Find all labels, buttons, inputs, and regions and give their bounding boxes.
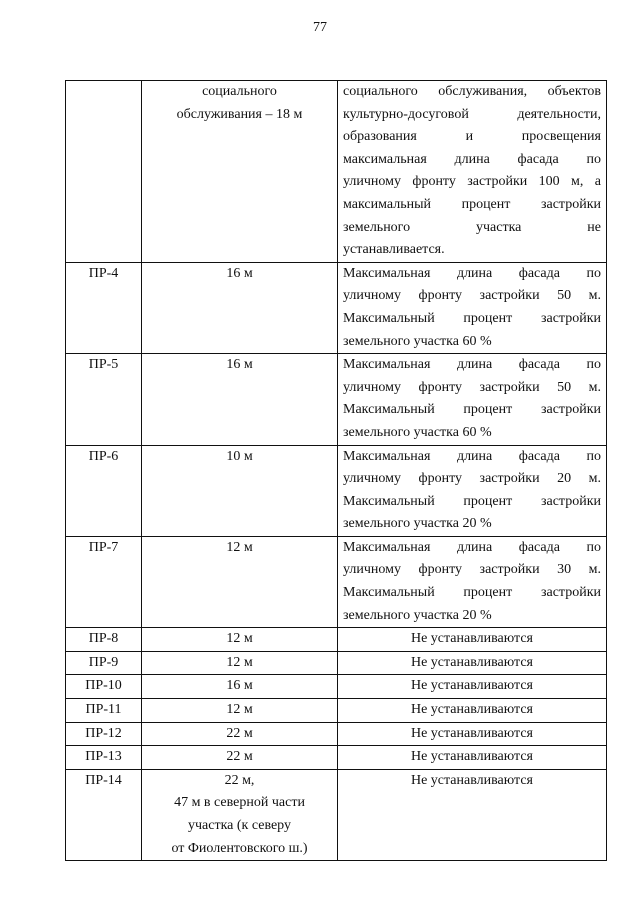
notes-line: Не устанавливаются bbox=[410, 678, 533, 694]
notes-line: социального обслуживания, объектов bbox=[343, 84, 601, 99]
table-row bbox=[66, 262, 607, 353]
notes-line: Не устанавливаются bbox=[410, 702, 533, 718]
notes-line: Не устанавливаются bbox=[410, 725, 533, 741]
table-row bbox=[66, 746, 607, 770]
table-row bbox=[66, 699, 607, 723]
notes-cell bbox=[338, 699, 607, 723]
max-height-cell bbox=[142, 746, 338, 770]
notes-line: уличному фронту застройки 30 м. bbox=[343, 562, 601, 578]
table-row bbox=[66, 536, 607, 627]
notes-cell bbox=[338, 81, 607, 263]
table-row bbox=[66, 651, 607, 675]
max-height-line: 22 м bbox=[226, 749, 253, 765]
table-row bbox=[66, 675, 607, 699]
max-height-line: 12 м bbox=[226, 539, 253, 555]
notes-line: устанавливается. bbox=[343, 242, 445, 258]
max-height-line: 12 м bbox=[226, 654, 253, 670]
notes-cell bbox=[338, 354, 607, 445]
max-height-cell bbox=[142, 445, 338, 536]
notes-cell bbox=[338, 675, 607, 699]
notes-line: уличному фронту застройки 20 м. bbox=[343, 471, 601, 487]
max-height-cell bbox=[142, 262, 338, 353]
max-height-line: участка (к северу bbox=[187, 818, 291, 833]
table-row bbox=[66, 354, 607, 445]
table-row bbox=[66, 81, 607, 263]
zone-code-cell bbox=[66, 81, 142, 263]
notes-line: Максимальный процент застройки bbox=[343, 493, 601, 509]
notes-line: земельного участка 60 % bbox=[343, 424, 492, 440]
max-height-line: социального bbox=[202, 84, 277, 99]
max-height-line: 12 м bbox=[226, 702, 253, 718]
notes-line: максимальный процент застройки bbox=[343, 196, 601, 212]
notes-line: уличному фронту застройки 50 м. bbox=[343, 379, 601, 395]
notes-line: Максимальный процент застройки bbox=[343, 310, 601, 326]
notes-line: Не устанавливаются bbox=[410, 631, 533, 647]
table-row bbox=[66, 769, 607, 860]
zone-code-cell: ПР-12 bbox=[66, 722, 142, 746]
max-height-cell bbox=[142, 651, 338, 675]
zone-code-cell: ПР-4 bbox=[66, 262, 142, 353]
table-row bbox=[66, 628, 607, 652]
notes-line: земельного участка 60 % bbox=[343, 333, 492, 349]
notes-cell bbox=[338, 651, 607, 675]
table-row bbox=[66, 445, 607, 536]
zone-code-cell: ПР-11 bbox=[66, 699, 142, 723]
notes-line: Максимальный процент застройки bbox=[343, 402, 601, 418]
max-height-line: обслуживания – 18 м bbox=[176, 106, 303, 122]
notes-line: Максимальная длина фасада по bbox=[343, 539, 601, 555]
zone-code-cell: ПР-8 bbox=[66, 628, 142, 652]
max-height-cell bbox=[142, 722, 338, 746]
notes-cell bbox=[338, 746, 607, 770]
notes-line: Не устанавливаются bbox=[410, 654, 533, 670]
notes-line: уличному фронту застройки 50 м. bbox=[343, 288, 601, 304]
max-height-cell bbox=[142, 699, 338, 723]
notes-cell bbox=[338, 262, 607, 353]
notes-line: Максимальная длина фасада по bbox=[343, 265, 601, 281]
notes-line: максимальная длина фасада по bbox=[343, 151, 601, 167]
table-body bbox=[66, 81, 607, 861]
zone-code-cell: ПР-6 bbox=[66, 445, 142, 536]
max-height-line: 16 м bbox=[226, 678, 253, 694]
zone-code-cell: ПР-14 bbox=[66, 769, 142, 860]
max-height-line: 22 м bbox=[226, 725, 253, 741]
notes-cell bbox=[338, 722, 607, 746]
max-height-cell bbox=[142, 769, 338, 860]
max-height-cell bbox=[142, 536, 338, 627]
notes-line: Максимальная длина фасада по bbox=[343, 448, 601, 464]
zone-code-cell: ПР-10 bbox=[66, 675, 142, 699]
regulations-table bbox=[65, 80, 607, 861]
notes-cell bbox=[338, 445, 607, 536]
max-height-cell bbox=[142, 354, 338, 445]
notes-cell bbox=[338, 536, 607, 627]
notes-line: земельного участка 20 % bbox=[343, 516, 492, 532]
notes-line: культурно-досуговой деятельности, bbox=[343, 106, 601, 122]
zone-code-cell: ПР-5 bbox=[66, 354, 142, 445]
notes-line: земельного участка не bbox=[343, 219, 601, 235]
notes-line: Не устанавливаются bbox=[410, 772, 533, 788]
max-height-line: 47 м в северной части bbox=[174, 795, 305, 811]
table-row bbox=[66, 722, 607, 746]
max-height-line: 22 м, bbox=[224, 772, 255, 788]
notes-line: Максимальная длина фасада по bbox=[343, 357, 601, 373]
zone-code-cell: ПР-9 bbox=[66, 651, 142, 675]
max-height-cell bbox=[142, 81, 338, 263]
notes-line: уличному фронту застройки 100 м, а bbox=[343, 174, 601, 190]
max-height-line: 10 м bbox=[226, 448, 253, 464]
notes-line: образования и просвещения bbox=[343, 129, 601, 145]
notes-cell bbox=[338, 769, 607, 860]
notes-line: земельного участка 20 % bbox=[343, 607, 492, 623]
max-height-line: 16 м bbox=[226, 357, 253, 373]
max-height-line: 16 м bbox=[226, 265, 253, 281]
max-height-line: от Фиолентовского ш.) bbox=[171, 840, 308, 856]
max-height-cell bbox=[142, 628, 338, 652]
max-height-line: 12 м bbox=[226, 631, 253, 647]
zone-code-cell: ПР-13 bbox=[66, 746, 142, 770]
max-height-cell bbox=[142, 675, 338, 699]
notes-cell bbox=[338, 628, 607, 652]
page-number: 77 bbox=[313, 20, 327, 35]
zone-code-cell: ПР-7 bbox=[66, 536, 142, 627]
notes-line: Не устанавливаются bbox=[410, 749, 533, 765]
notes-line: Максимальный процент застройки bbox=[343, 585, 601, 601]
